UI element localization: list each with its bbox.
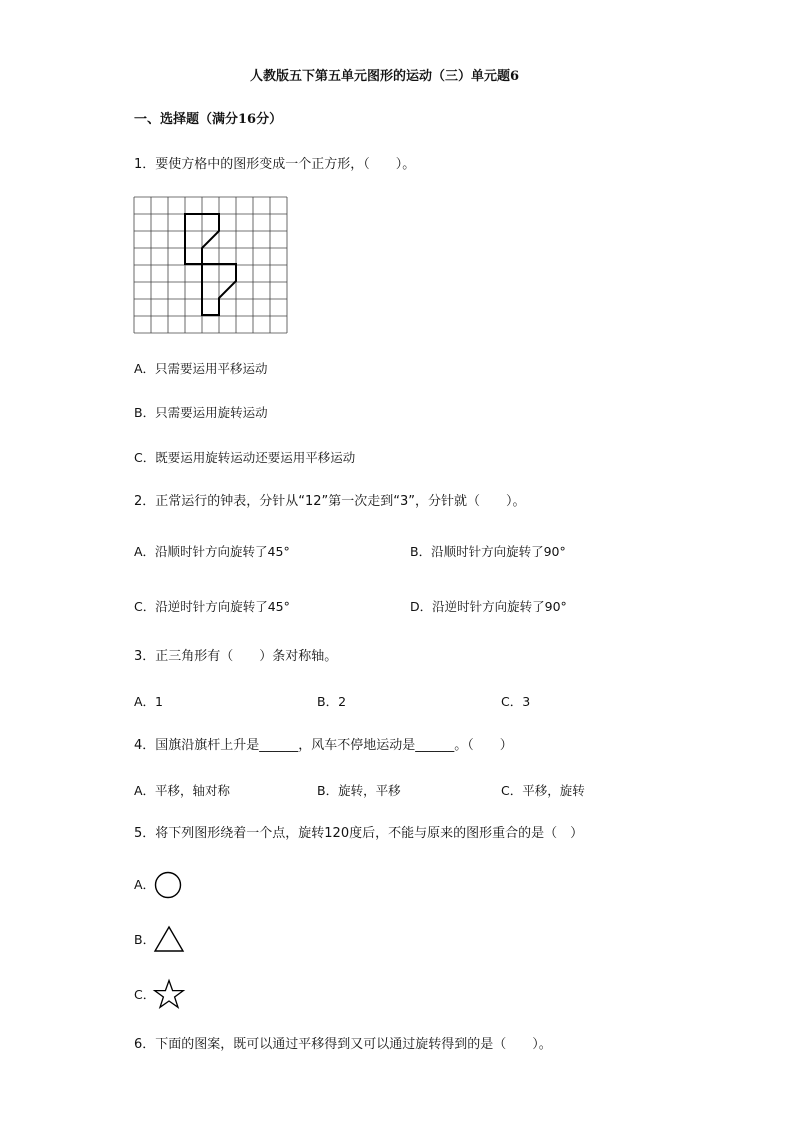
question-2-option-a[interactable]: A．沿顺时针方向旋转了45° <box>134 544 290 559</box>
question-1-stem: 1．要使方格中的图形变成一个正方形，（ ）。 <box>134 157 416 172</box>
question-5-option-b[interactable]: B． <box>134 932 156 947</box>
question-4-option-b[interactable]: B．旋转，平移 <box>317 783 401 798</box>
triangle-shape-icon <box>153 925 185 953</box>
question-2-stem: 2．正常运行的钟表，分针从“12”第一次走到“3”，分针就（ ）。 <box>134 494 526 509</box>
question-3-option-b[interactable]: B．2 <box>317 694 347 709</box>
circle-shape-icon <box>153 870 183 900</box>
star-shape-icon <box>153 979 185 1009</box>
question-3-stem: 3．正三角形有（ ）条对称轴。 <box>134 649 338 664</box>
question-5-option-c[interactable]: C． <box>134 987 156 1002</box>
page-title: 人教版五下第五单元图形的运动（三）单元题6 <box>250 69 520 84</box>
question-4-option-c[interactable]: C．平移，旋转 <box>501 783 585 798</box>
question-2-option-d[interactable]: D．沿逆时针方向旋转了90° <box>410 599 567 614</box>
question-2-option-b[interactable]: B．沿顺时针方向旋转了90° <box>410 544 566 559</box>
composite-shape <box>185 214 236 315</box>
question-6-stem: 6．下面的图案，既可以通过平移得到又可以通过旋转得到的是（ ）。 <box>134 1037 552 1052</box>
grid-figure <box>130 194 290 334</box>
question-5-option-a[interactable]: A． <box>134 877 156 892</box>
question-3-option-a[interactable]: A．1 <box>134 694 164 709</box>
question-2-option-c[interactable]: C．沿逆时针方向旋转了45° <box>134 599 290 614</box>
question-4-option-a[interactable]: A．平移，轴对称 <box>134 783 231 798</box>
question-1-option-a[interactable]: A．只需要运用平移运动 <box>134 361 268 376</box>
question-3-option-c[interactable]: C．3 <box>501 694 531 709</box>
question-5-stem: 5．将下列图形绕着一个点，旋转120度后，不能与原来的图形重合的是（ ） <box>134 826 584 841</box>
question-4-stem: 4．国旗沿旗杆上升是______，风车不停地运动是______。（ ） <box>134 738 513 753</box>
question-1-option-b[interactable]: B．只需要运用旋转运动 <box>134 405 268 420</box>
question-1-option-c[interactable]: C．既要运用旋转运动还要运用平移运动 <box>134 450 356 465</box>
section-heading: 一、选择题（满分16分） <box>134 112 283 127</box>
